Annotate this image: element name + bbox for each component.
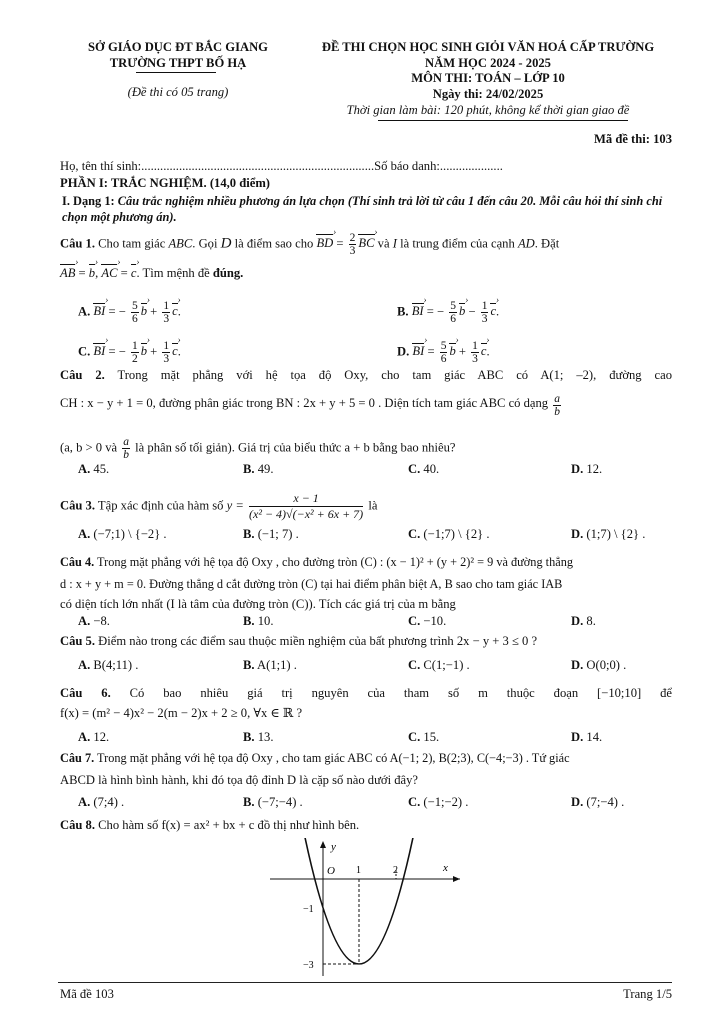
question-6-line2: f(x) = (m² − 4)x² − 2(m − 2)x + 2 ≥ 0, ∀x ∈ ℝ ? xyxy=(60,706,303,720)
denominator: b xyxy=(554,406,560,419)
vector-b: b › xyxy=(141,304,147,320)
option-label: A. xyxy=(78,527,91,541)
option-label: B. xyxy=(243,527,255,541)
q8-text: Cho hàm số f(x) = ax² + bx + c đồ thị như hình bên. xyxy=(98,818,360,832)
option-text: 8. xyxy=(586,614,596,628)
q1-emphasis: đúng. xyxy=(212,266,244,281)
question-label: Câu 5. xyxy=(60,634,95,648)
header-right xyxy=(288,40,688,119)
option-text: 49. xyxy=(257,462,274,476)
vector-c: c › xyxy=(172,344,178,360)
option-end: . xyxy=(177,304,181,319)
footer-page: Trang 1/5 xyxy=(623,987,672,1001)
vector-bd: BD › xyxy=(316,235,333,253)
answer-option-c xyxy=(408,614,446,630)
exam-title: ĐỀ THI CHỌN HỌC SINH GIỎI VĂN HOÁ CẤP TRƯỜNG xyxy=(321,40,655,54)
numerator: 1 xyxy=(131,340,138,352)
answer-option-a xyxy=(78,462,109,478)
vector-bi: BI › xyxy=(412,344,424,360)
fraction xyxy=(162,300,170,325)
denominator: b xyxy=(123,449,130,462)
tick-label-minus-3: −3 xyxy=(303,960,314,971)
numerator: x − 1 xyxy=(249,491,363,507)
fraction xyxy=(162,340,170,365)
question-label: Câu 3. xyxy=(60,498,95,513)
question-5 xyxy=(60,634,672,650)
option-text: 14. xyxy=(586,730,603,744)
tick-label-1: 1 xyxy=(356,865,361,876)
option-text: (−1;−2) . xyxy=(423,795,469,809)
type1-label: I. Dạng 1: xyxy=(62,194,115,208)
fraction xyxy=(449,300,457,325)
option-text: 45. xyxy=(93,462,110,476)
q6-line1: Có bao nhiêu giá trị nguyên của tham số m thuộc đoạn [−10;10] để xyxy=(129,686,672,700)
question-label: Câu 1. xyxy=(60,236,95,251)
answer-option-a xyxy=(78,795,124,811)
numerator: 1 xyxy=(472,340,478,352)
q1-segment-ad: AD xyxy=(517,236,535,251)
answer-option-c xyxy=(408,462,439,478)
exam-date: Ngày thi: 24/02/2025 xyxy=(432,87,544,102)
option-text: 13. xyxy=(257,730,274,744)
option-label: C. xyxy=(408,527,421,541)
option-sign: = − xyxy=(105,344,129,359)
numerator: 5 xyxy=(440,340,447,352)
question-4 xyxy=(60,555,672,570)
option-text: 10. xyxy=(257,614,274,628)
option-label: C. xyxy=(408,614,421,628)
question-label: Câu 8. xyxy=(60,818,95,832)
question-label: Câu 7. xyxy=(60,751,95,765)
q4-line1: Trong mặt phẳng với hệ tọa độ Oxy , cho đường tròn (C) : (x − 1)² + (y + 2)² = 9 và đường thẳng xyxy=(97,555,574,569)
q1-point-d: D xyxy=(220,235,232,252)
q1-triangle: ABC xyxy=(168,236,193,251)
parabola-graph xyxy=(265,838,465,978)
x-axis-label: x xyxy=(443,862,448,874)
fraction xyxy=(131,340,139,365)
vector-b: b › xyxy=(141,344,147,360)
fraction xyxy=(481,300,489,325)
fraction xyxy=(131,300,139,325)
q1-text: là điểm sao cho xyxy=(234,236,314,251)
duration-underline xyxy=(378,120,628,121)
option-label: C. xyxy=(408,462,421,476)
option-label: D. xyxy=(397,344,413,359)
answer-option-d xyxy=(571,658,626,674)
option-text: −10. xyxy=(423,614,447,628)
option-label: D. xyxy=(571,614,584,628)
answer-option-d xyxy=(397,340,490,365)
option-sign: + xyxy=(455,344,470,359)
q7-line1: Trong mặt phẳng với hệ tọa độ Oxy , cho tam giác ABC có A(−1; 2), B(2;3), C(−4;−3) . Tứ giác xyxy=(97,751,570,765)
q1-text: . Đặt xyxy=(534,236,560,251)
denominator: 3 xyxy=(163,313,170,326)
denominator: 6 xyxy=(450,313,456,326)
y-axis-arrow xyxy=(320,841,326,848)
option-label: C. xyxy=(408,730,421,744)
type1-text: Câu trắc nghiệm nhiều phương án lựa chọn (Thí sinh trả lời từ câu 1 đến câu 20. Mỗi câu hỏi thí sinh chỉ chọn một phương án). xyxy=(62,194,663,224)
header-left xyxy=(58,40,298,101)
denominator: 2 xyxy=(131,353,138,366)
school-name: TRƯỜNG THPT BỐ HẠ xyxy=(109,55,247,70)
type1-instructions xyxy=(62,194,674,225)
option-label: D. xyxy=(571,730,584,744)
x-axis-arrow xyxy=(453,876,460,882)
denominator: (x² − 4)√(−x² + 6x + 7) xyxy=(249,507,364,521)
option-label: A. xyxy=(78,462,91,476)
option-end: . xyxy=(486,344,490,359)
exam-code: Mã đề thi: 103 xyxy=(593,132,672,146)
option-text: A(1;1) . xyxy=(257,658,297,672)
q1-text: . Tìm mệnh đề xyxy=(136,266,210,281)
option-label: B. xyxy=(243,795,255,809)
option-text: B(4;11) . xyxy=(93,658,139,672)
numerator: a xyxy=(123,436,130,448)
q3-text: Tập xác định của hàm số xyxy=(97,498,224,513)
question-2 xyxy=(60,368,672,384)
option-label: B. xyxy=(243,658,255,672)
option-label: B. xyxy=(243,730,255,744)
footer-divider xyxy=(58,982,672,983)
vector-c: c › xyxy=(481,344,487,360)
answer-option-c xyxy=(78,340,181,365)
option-text: 15. xyxy=(423,730,440,744)
option-label: C. xyxy=(408,658,421,672)
vector-bc: BC › xyxy=(358,235,374,253)
fraction xyxy=(440,340,448,365)
student-info-line: Họ, tên thí sinh:..........................................................................Số báo danh:.................... xyxy=(60,159,503,173)
q3-y: y = xyxy=(226,498,244,513)
q2-line2: CH : x − y + 1 = 0, đường phân giác trong BN : 2x + y + 5 = 0 . Diện tích tam giác ABC có dạng xyxy=(60,396,549,411)
vector-bi: BI › xyxy=(93,304,105,320)
numerator: 1 xyxy=(481,300,488,312)
question-3 xyxy=(60,491,672,522)
option-sign: + xyxy=(147,304,161,319)
q2-line1: Trong mặt phẳng với hệ tọa độ Oxy, cho tam giác ABC có A(1; –2), đường cao xyxy=(117,368,672,382)
answer-option-a xyxy=(78,527,167,543)
q1-equals: = xyxy=(336,236,344,251)
answer-option-d xyxy=(571,614,596,630)
option-label: B. xyxy=(243,614,255,628)
option-label: D. xyxy=(571,462,584,476)
option-text: −8. xyxy=(93,614,110,628)
option-sign: + xyxy=(147,344,161,359)
question-label: Câu 6. xyxy=(60,686,111,700)
numerator: a xyxy=(554,393,560,405)
option-end: . xyxy=(177,344,181,359)
option-label: A. xyxy=(78,658,91,672)
option-text: (7;−4) . xyxy=(586,795,625,809)
answer-option-d xyxy=(571,795,624,811)
denominator: 3 xyxy=(163,353,170,366)
vector-bi: BI › xyxy=(93,344,105,360)
option-text: 12. xyxy=(586,462,603,476)
tick-label-2: 2 xyxy=(393,865,398,876)
answer-option-d xyxy=(571,527,645,543)
denominator: 3 xyxy=(472,353,478,366)
y-axis-label: y xyxy=(331,841,336,853)
question-6 xyxy=(60,686,672,702)
answer-option-b xyxy=(243,795,303,811)
option-label: B. xyxy=(243,462,255,476)
answer-option-a xyxy=(78,730,109,746)
answer-option-c xyxy=(408,527,489,543)
vector-bi: BI › xyxy=(412,304,424,320)
answer-option-b xyxy=(397,300,499,325)
vector-b: b › xyxy=(89,265,95,283)
school-year: NĂM HỌC 2024 - 2025 xyxy=(425,55,551,70)
question-2-line2 xyxy=(60,393,672,418)
department-name: SỞ GIÁO DỤC ĐT BẮC GIANG xyxy=(88,40,268,54)
answer-option-a xyxy=(78,658,138,674)
answer-option-c xyxy=(408,795,468,811)
numerator: 1 xyxy=(163,300,170,312)
numerator: 1 xyxy=(163,340,170,352)
option-label: D. xyxy=(571,795,584,809)
option-text: (−7;−4) . xyxy=(257,795,303,809)
question-label: Câu 2. xyxy=(60,368,105,382)
vector-b: b › xyxy=(459,304,465,320)
vector-b: b › xyxy=(449,344,455,360)
denominator: 3 xyxy=(349,245,356,258)
answer-option-d xyxy=(571,462,602,478)
vector-c: c › xyxy=(172,304,178,320)
school-underline xyxy=(136,72,216,73)
pages-note: (Đề thi có 05 trang) xyxy=(127,85,229,100)
q1-text: . Gọi xyxy=(192,236,218,251)
numerator: 5 xyxy=(450,300,456,312)
option-text: C(1;−1) . xyxy=(423,658,470,672)
question-label: Câu 4. xyxy=(60,555,95,569)
option-label: A. xyxy=(78,614,91,628)
option-label: C. xyxy=(408,795,421,809)
q1-text: Cho tam giác xyxy=(98,236,166,251)
question-7 xyxy=(60,751,672,766)
part1-title: PHẦN I: TRẮC NGHIỆM. (14,0 điểm) xyxy=(60,176,271,190)
question-8 xyxy=(60,818,672,834)
answer-option-c xyxy=(408,658,470,674)
fraction xyxy=(471,340,479,365)
option-label: D. xyxy=(571,527,584,541)
question-4-line2: d : x + y + m = 0. Đường thẳng d cắt đường tròn (C) tại hai điểm phân biệt A, B sao cho tam giác IAB xyxy=(60,577,563,591)
option-label: B. xyxy=(397,304,412,319)
answer-option-b xyxy=(243,527,299,543)
question-2-line3 xyxy=(60,436,672,461)
denominator: 3 xyxy=(481,313,488,326)
option-label: D. xyxy=(571,658,584,672)
question-4-line3: có diện tích lớn nhất (I là tâm của đường tròn (C)). Tích các giá trị của m bằng xyxy=(60,597,456,611)
exam-subject: MÔN THI: TOÁN – LỚP 10 xyxy=(411,71,565,86)
q3-text: là xyxy=(368,498,378,513)
answer-option-b xyxy=(243,730,273,746)
q2-line3: là phân số tối giản). Giá trị của biểu thức a + b bằng bao nhiêu? xyxy=(135,440,456,455)
option-sign: = − xyxy=(105,304,129,319)
q5-text: Điểm nào trong các điểm sau thuộc miền nghiệm của bất phương trình 2x − y + 3 ≤ 0 ? xyxy=(98,634,538,648)
option-text: O(0;0) . xyxy=(586,658,627,672)
option-text: 40. xyxy=(423,462,440,476)
option-text: (1;7) \ {2} . xyxy=(586,527,646,541)
option-sign: = xyxy=(424,344,438,359)
exam-duration: Thời gian làm bài: 120 phút, không kể thời gian giao đề xyxy=(346,102,630,117)
option-text: (7;4) . xyxy=(93,795,125,809)
vector-c: c › xyxy=(490,304,496,320)
option-sign: − xyxy=(465,304,479,319)
fraction xyxy=(349,232,357,257)
option-text: (−7;1) \ {−2} . xyxy=(93,527,167,541)
footer-code: Mã đề 103 xyxy=(60,987,114,1001)
answer-option-c xyxy=(408,730,439,746)
q1-point-i: I xyxy=(392,236,397,251)
option-label: A. xyxy=(78,795,91,809)
q1-text: và xyxy=(377,236,390,251)
option-label: C. xyxy=(78,344,94,359)
numerator: 2 xyxy=(349,232,356,244)
question-1: Câu 1. Cho tam giác ABC. Gọi D là điểm sao cho BD › = $\frac{2}{3}$ BC › và I là trung điểm của cạnh AD. Đặt AB › = b ›, AC › = c ›. Tìm mệnh đề đúng. xyxy=(60,232,672,283)
vector-c: c › xyxy=(131,265,137,283)
vector-ab: AB › xyxy=(60,265,75,283)
numerator: 5 xyxy=(131,300,138,312)
option-text: (−1;7) \ {2} . xyxy=(423,527,490,541)
denominator: 6 xyxy=(131,313,138,326)
answer-option-a xyxy=(78,614,110,630)
answer-option-a xyxy=(78,300,181,325)
answer-option-b xyxy=(243,658,297,674)
option-end: . xyxy=(496,304,500,319)
answer-option-b xyxy=(243,462,273,478)
origin-label: O xyxy=(327,865,335,877)
option-text: 12. xyxy=(93,730,110,744)
option-text: (−1; 7) . xyxy=(257,527,299,541)
option-sign: = − xyxy=(423,304,448,319)
question-7-line2: ABCD là hình bình hành, khi đó tọa độ đỉnh D là cặp số nào dưới đây? xyxy=(60,773,419,787)
q1-text: là trung điểm của cạnh xyxy=(400,236,515,251)
vector-ac: AC › xyxy=(101,265,117,283)
denominator: 6 xyxy=(440,353,447,366)
q2-line3: (a, b > 0 và xyxy=(60,440,118,455)
option-label: A. xyxy=(78,304,94,319)
option-label: A. xyxy=(78,730,91,744)
answer-option-d xyxy=(571,730,602,746)
answer-option-b xyxy=(243,614,273,630)
tick-label-minus-1: −1 xyxy=(303,904,314,915)
